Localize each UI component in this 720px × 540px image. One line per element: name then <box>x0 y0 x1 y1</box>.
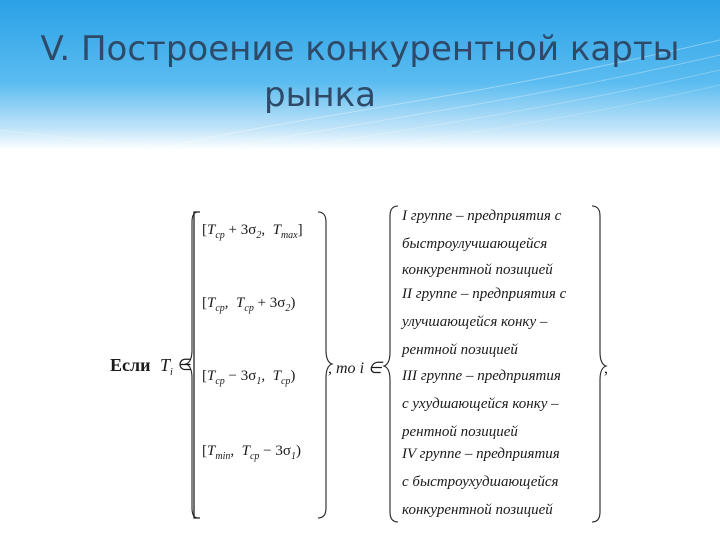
trailing-comma: , <box>604 360 608 377</box>
result-line-12: конкурентной позицией <box>402 502 553 518</box>
then-clause: , то i ∈ <box>328 360 382 377</box>
result-line-11: с быстроухудшающейся <box>402 474 559 490</box>
intervals-left-bracket <box>194 212 200 518</box>
interval-row-1: [$T_{ср} + 3\sigma_2$, $T_{max}$] <box>202 222 303 241</box>
slide-title-line2: рынка <box>263 75 377 115</box>
results-left-brace <box>384 206 398 522</box>
condition-variable: $T_i$ <box>160 355 173 378</box>
result-line-5: улучшающейся конку – <box>402 314 548 330</box>
element-of-symbol: ∈ <box>178 357 192 374</box>
interval-row-3: [$T_{ср} - 3\sigma_1$, $T_{ср}$) <box>202 368 296 387</box>
result-line-7: III группе – предприятия <box>402 368 561 384</box>
condition-word: Если <box>110 355 151 375</box>
slide-title-line1: V. Построение конкурентной карты <box>40 29 680 69</box>
result-line-9: рентной позицией <box>402 424 518 440</box>
interval-row-4: [$T_{min}$, $T_{ср} - 3\sigma_1$) <box>202 443 301 462</box>
result-line-2: быстроулучшающейся <box>402 236 548 252</box>
result-line-3: конкурентной позицией <box>402 262 553 278</box>
result-line-10: IV группе – предприятия <box>402 446 560 462</box>
result-line-8: с ухудшающейся конку – <box>402 396 559 412</box>
result-line-1: I группе – предприятия с <box>402 208 562 224</box>
result-line-4: II группе – предприятия с <box>402 286 567 302</box>
interval-row-2: [$T_{ср}$, $T_{ср} + 3\sigma_2$) <box>202 295 296 314</box>
result-line-6: рентной позицией <box>402 342 518 358</box>
